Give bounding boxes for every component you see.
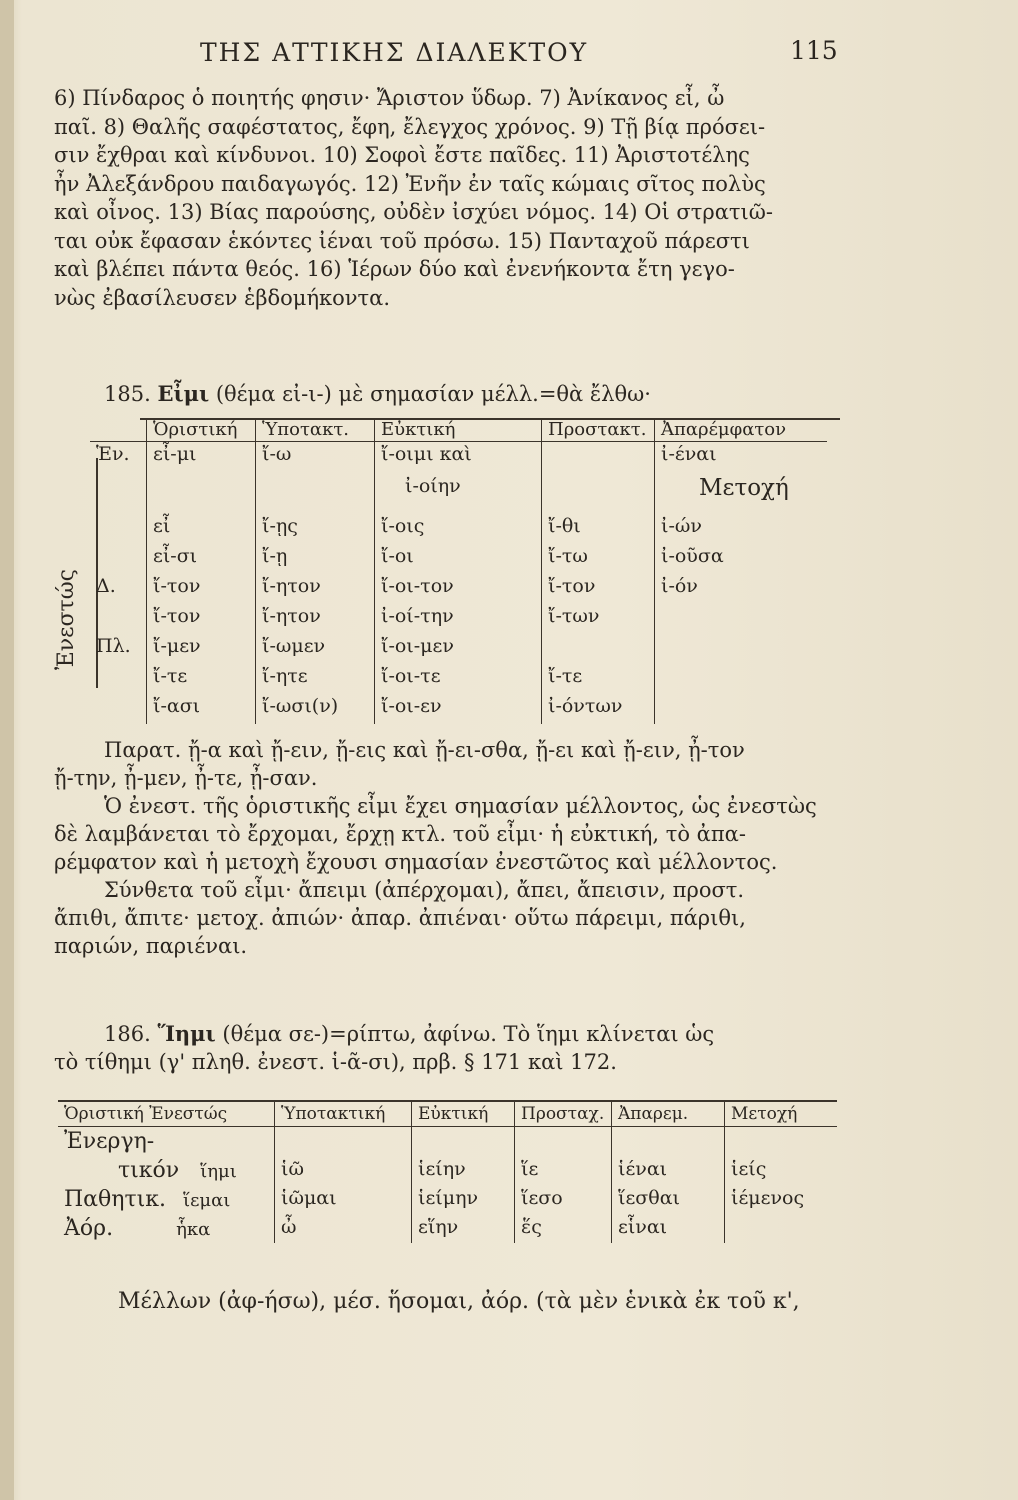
text-line: καὶ βλέπει πάντα θεός. 16) Ἱέρων δύο καὶ ἐνενήκοντα ἔτη γεγο- <box>54 257 735 281</box>
table-cell <box>542 474 655 514</box>
notes-185 <box>54 736 864 960</box>
column-header: Προσταχ. <box>515 1101 612 1127</box>
table-cell: ἕς <box>515 1214 612 1243</box>
table-cell: ἵημι <box>200 1161 237 1182</box>
table-cell: ἴ-ω <box>256 442 375 474</box>
voice-label: Ἀόρ. <box>64 1216 114 1241</box>
text-line: ᾔ-την, ᾖ-μεν, ᾖ-τε, ᾖ-σαν. <box>54 766 318 790</box>
table-cell: ἴ-οι-μεν <box>375 634 542 664</box>
section-186 <box>54 1020 864 1076</box>
column-header: Μετοχή <box>725 1101 838 1127</box>
table-row <box>90 694 827 724</box>
section-number: 186. <box>104 1022 151 1046</box>
table-row <box>58 1214 837 1243</box>
table-cell: ἴ-ητον <box>256 604 375 634</box>
column-header: Προστακτ. <box>542 418 655 442</box>
table-cell: ἰ-οί-την <box>375 604 542 634</box>
text-line: παριών, παριέναι. <box>54 934 248 958</box>
number-label <box>90 604 147 634</box>
number-label <box>90 474 147 514</box>
text-line: ρέμφατον καὶ ἡ μετοχὴ ἔχουσι σημασίαν ἐνεστῶτος καὶ μέλλοντος. <box>54 850 778 874</box>
table-row <box>90 604 827 634</box>
table-cell: ἴ-ητον <box>256 574 375 604</box>
text-line: ἦν Ἀλεξάνδρου παιδαγωγός. 12) Ἐνῆν ἐν ταῖς κώμαις σῖτος πολὺς <box>54 171 766 196</box>
conjugation-table-hiemi <box>58 1100 837 1243</box>
text-line: Ὁ ἐνεστ. τῆς ὁριστικῆς εἶμι ἔχει σημασίαν μέλλοντος, ὡς ἐνεστὼς <box>104 794 817 818</box>
table-cell: ἱείς <box>725 1156 838 1185</box>
table-cell <box>147 474 256 514</box>
text-line: Παρατ. ᾔ-α καὶ ᾔ-ειν, ᾔ-εις καὶ ᾔ-ει-σθα, ᾔ-ει καὶ ᾔ-ειν, ᾖ-τον <box>104 738 745 762</box>
table-cell: ἱέναι <box>612 1156 725 1185</box>
table-cell: ἵεμαι <box>183 1190 231 1211</box>
section-heading-text: (θέμα σε-)=ρίπτω, ἀφίνω. Τὸ ἵημι κλίνεται ὡς <box>222 1022 715 1046</box>
number-label: Ἑν. <box>96 443 130 465</box>
table-cell: ἴ-τον <box>147 574 256 604</box>
table-row <box>58 1127 837 1157</box>
section-headword: Εἶμι <box>157 381 210 406</box>
table-cell: ἱῶ <box>275 1156 412 1185</box>
table-cell <box>612 1127 725 1157</box>
table-cell <box>655 664 828 694</box>
text-line: παῖ. 8) Θαλῆς σαφέστατος, ἔφη, ἔλεγχος χρόνος. 9) Τῇ βίᾳ πρόσει- <box>54 114 766 139</box>
number-label <box>90 544 147 574</box>
table-cell: ἴ-τον <box>147 604 256 634</box>
section-185-heading <box>54 380 864 408</box>
table-cell: ἴ-ῃς <box>256 514 375 544</box>
number-label <box>90 694 147 724</box>
table-cell <box>725 1214 838 1243</box>
column-header: Ὑποτακτ. <box>256 418 375 442</box>
table-cell: ἵε <box>515 1156 612 1185</box>
table-cell <box>412 1127 515 1157</box>
table-cell: ἴ-οι-τον <box>375 574 542 604</box>
table-cell: ἧκα <box>176 1219 211 1240</box>
table-cell <box>655 604 828 634</box>
table-cell: ἰ-ών <box>655 514 828 544</box>
number-label <box>90 514 147 544</box>
running-head <box>0 34 1018 74</box>
table-cell: εἶ-σι <box>147 544 256 574</box>
table-cell: Μετοχή <box>655 474 828 514</box>
table-cell <box>542 442 655 474</box>
table-row <box>90 544 827 574</box>
table-cell: εἶ <box>147 514 256 544</box>
table-cell: ἰ-έναι <box>655 442 828 474</box>
table-cell: ἴ-οις <box>375 514 542 544</box>
table-cell: ἱείην <box>412 1156 515 1185</box>
table-cell: ἱείμην <box>412 1185 515 1214</box>
table-cell: ἴ-θι <box>542 514 655 544</box>
conjugation-table-eimi <box>90 418 827 724</box>
table-cell: ἴ-ητε <box>256 664 375 694</box>
text-line: Μέλλων (ἀφ-ήσω), μέσ. ἥσομαι, ἀόρ. (τὰ μὲν ἑνικὰ ἐκ τοῦ κ', <box>118 1289 800 1314</box>
table-cell: ἱέμενος <box>725 1185 838 1214</box>
table-cell: ἴ-ασι <box>147 694 256 724</box>
table-cell: ἰ-όντων <box>542 694 655 724</box>
number-label: Πλ. <box>96 634 131 657</box>
table-cell <box>275 1127 412 1157</box>
table-cell: ἱῶμαι <box>275 1185 412 1214</box>
column-header: Ἀπαρεμ. <box>612 1101 725 1127</box>
table-row <box>90 442 827 474</box>
voice-label: Ἐνεργη- <box>64 1129 155 1154</box>
table-cell: ἴ-οι-τε <box>375 664 542 694</box>
table-cell: ἴ-τε <box>542 664 655 694</box>
page-spine <box>0 0 14 1500</box>
text-line: δὲ λαμβάνεται τὸ ἔρχομαι, ἔρχῃ κτλ. τοῦ εἶμι· ἡ εὐκτική, τὸ ἀπα- <box>54 822 746 846</box>
table-row <box>90 574 827 604</box>
text-line: ται οὐκ ἔφασαν ἑκόντες ἰέναι τοῦ πρόσω. 15) Πανταχοῦ πάρεστι <box>54 228 750 253</box>
table-cell: ἰ-όν <box>655 574 828 604</box>
column-header: Ὑποτακτική <box>275 1101 412 1127</box>
table-cell: ἴ-μεν <box>147 634 256 664</box>
running-title: ΤΗΣ ΑΤΤΙΚΗΣ ΔΙΑΛΕΚΤΟΥ <box>200 38 589 67</box>
table-cell: ἵεσθαι <box>612 1185 725 1214</box>
table-cell: ἰ-οῦσα <box>655 544 828 574</box>
table-row <box>90 634 827 664</box>
table-cell: ἰ-οίην <box>375 474 542 514</box>
table1-side-label: Ἐνεστώς <box>54 569 79 671</box>
table-cell: ἴ-οι <box>375 544 542 574</box>
table-cell: ἴ-τω <box>542 544 655 574</box>
column-header: Ὁριστική <box>147 418 256 442</box>
table-cell: ἴ-των <box>542 604 655 634</box>
table-cell: ἴ-τον <box>542 574 655 604</box>
section-headword: Ἵημι <box>157 1021 216 1046</box>
column-header: Εὐκτική <box>375 418 542 442</box>
table-cell: ἵεσο <box>515 1185 612 1214</box>
column-header: Ὁριστική Ἐνεστώς <box>58 1101 275 1127</box>
section-heading-text: (θέμα εἰ-ι-) μὲ σημασίαν μέλλ.=θὰ ἔλθω· <box>215 382 651 406</box>
exercise-paragraph <box>54 84 864 312</box>
table-cell: εἷναι <box>612 1214 725 1243</box>
table-cell: ἴ-οι-εν <box>375 694 542 724</box>
number-label: Δ. <box>96 574 116 597</box>
table-row <box>90 474 827 514</box>
voice-label: Παθητικ. <box>64 1187 167 1212</box>
table-row <box>90 514 827 544</box>
text-line: Σύνθετα τοῦ εἶμι· ἄπειμι (ἀπέρχομαι), ἄπει, ἄπεισιν, προστ. <box>104 878 745 902</box>
table-cell: ἴ-τε <box>147 664 256 694</box>
table-row <box>58 1156 837 1185</box>
table-cell: εἵην <box>412 1214 515 1243</box>
table-cell: ἴ-ῃ <box>256 544 375 574</box>
table-header-row <box>90 418 827 442</box>
table-cell: ὦ <box>275 1214 412 1243</box>
text-line: σιν ἔχθραι καὶ κίνδυνοι. 10) Σοφοὶ ἔστε παῖδες. 11) Ἀριστοτέλης <box>54 143 750 167</box>
table-cell <box>515 1127 612 1157</box>
table-cell <box>655 694 828 724</box>
table-cell <box>655 634 828 664</box>
section-number: 185. <box>104 382 151 406</box>
table-cell <box>725 1127 838 1157</box>
table-cell <box>542 634 655 664</box>
text-line: τὸ τίθημι (γ' πληθ. ἐνεστ. ἱ-ᾶ-σι), πρβ. § 171 καὶ 172. <box>54 1050 617 1074</box>
future-line <box>118 1288 928 1316</box>
table-cell: ἴ-οιμι καὶ <box>375 442 542 474</box>
voice-label: τικόν <box>118 1158 180 1183</box>
text-line: ἄπιθι, ἄπιτε· μετοχ. ἀπιών· ἀπαρ. ἀπιέναι· οὕτω πάρειμι, πάριθι, <box>54 906 746 930</box>
table-row <box>90 664 827 694</box>
text-line: καὶ οἶνος. 13) Βίας παρούσης, οὐδὲν ἰσχύει νόμος. 14) Οἱ στρατιῶ- <box>54 200 773 224</box>
table-cell: ἴ-ωσι(ν) <box>256 694 375 724</box>
table-header-row <box>58 1101 837 1127</box>
number-label <box>90 664 147 694</box>
table-cell <box>256 474 375 514</box>
text-line: νὼς ἐβασίλευσεν ἑβδομήκοντα. <box>54 285 391 310</box>
page-number: 115 <box>790 36 838 65</box>
table-cell: ἴ-ωμεν <box>256 634 375 664</box>
table-cell: εἶ-μι <box>147 442 256 474</box>
column-header: Εὐκτική <box>412 1101 515 1127</box>
table-row <box>58 1185 837 1214</box>
text-line: 6) Πίνδαρος ὁ ποιητής φησιν· Ἄριστον ὕδωρ. 7) Ἀνίκανος εἶ, ὦ <box>54 86 725 110</box>
column-header: Ἀπαρέμφατον <box>655 418 828 442</box>
